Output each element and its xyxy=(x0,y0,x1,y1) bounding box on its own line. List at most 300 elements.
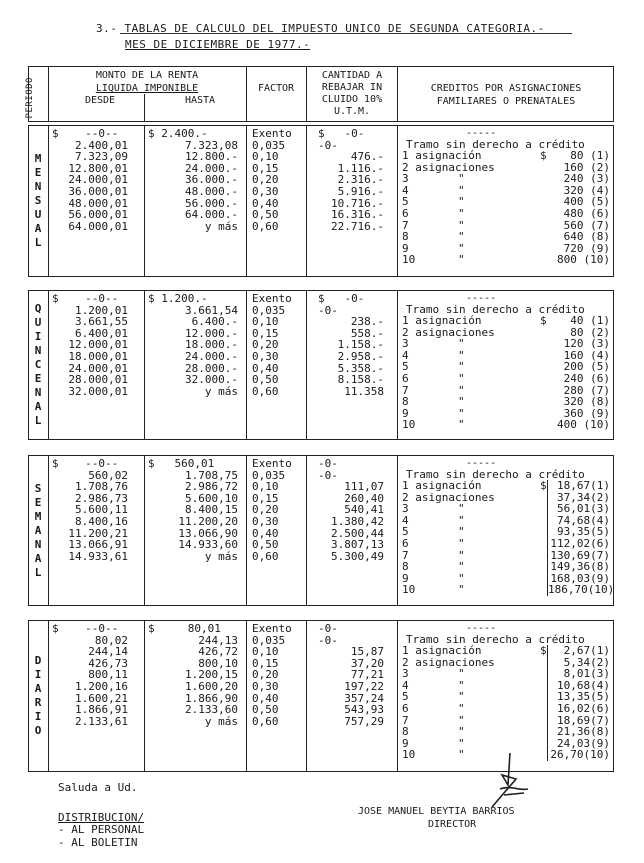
quincenal-rebajar-cell: 11.358 xyxy=(344,384,384,398)
quincenal-rebajar-cell: $ -0- xyxy=(318,292,365,305)
quincenal-desde-cell: 1.200,01 xyxy=(75,303,128,317)
quincenal-factor-cell: 0,10 xyxy=(252,315,279,329)
mensual-credit-ditto: " xyxy=(458,241,465,255)
mensual-period-letter: E xyxy=(34,166,42,179)
semanal-credit-values xyxy=(548,479,615,597)
quincenal-credit-dashes: ----- xyxy=(466,293,497,304)
diario-credit-label xyxy=(402,703,542,715)
semanal-rebajar-cell: -0- xyxy=(318,468,338,482)
diario-credit-label xyxy=(402,691,542,703)
title-underline xyxy=(120,33,572,34)
diario-factor-cell: 0,15 xyxy=(252,656,279,670)
mensual-desde-cell: 56.000,01 xyxy=(68,208,128,222)
diario-credit-dollar: $ xyxy=(540,644,547,657)
semanal-period-letter: M xyxy=(34,509,42,523)
semanal-credit-label-num: 10 xyxy=(402,583,416,597)
diario-credit-value: 26,70(10) xyxy=(550,748,610,762)
quincenal-credit-label xyxy=(402,361,542,373)
semanal-credit-dollar: $ xyxy=(540,479,547,492)
semanal-hasta-cell: 13.066,90 xyxy=(178,526,238,540)
quincenal-desde-cell: 3.661,55 xyxy=(75,315,128,329)
quincenal-desde-cell: 28.000,01 xyxy=(68,373,128,387)
diario-column-rule xyxy=(397,620,398,772)
quincenal-credit-value: 320 (8) xyxy=(563,395,610,409)
diario-column-rule xyxy=(48,620,49,772)
mensual-credit-value: 560 (7) xyxy=(563,218,610,232)
semanal-desde-column xyxy=(52,458,128,562)
quincenal-credit-label xyxy=(402,373,542,385)
mensual-factor-cell: 0,15 xyxy=(252,161,279,175)
quincenal-credit-value: 120 (3) xyxy=(563,337,610,351)
diario-credit-labels xyxy=(402,645,542,761)
mensual-credit-ditto: " xyxy=(458,195,465,209)
semanal-hasta-cell: 2.986,72 xyxy=(185,480,238,494)
semanal-rebajar-cell: 5.300,49 xyxy=(331,549,384,563)
quincenal-desde-cell: 12.000,01 xyxy=(68,338,128,352)
quincenal-period-letter: U xyxy=(34,316,42,329)
diario-credit-ditto: " xyxy=(458,713,465,727)
semanal-credit-label-num: 5 xyxy=(402,525,409,539)
quincenal-credit-ditto: " xyxy=(458,348,465,362)
quincenal-factor-cell: Exento xyxy=(252,292,292,305)
mensual-rebajar-cell: -0- xyxy=(318,138,338,152)
semanal-credit-ditto: " xyxy=(458,548,465,562)
semanal-credit-value: 112,02(6) xyxy=(550,536,610,550)
mensual-desde-cell: 64.000,01 xyxy=(68,219,128,233)
semanal-period-letter: A xyxy=(34,523,42,537)
cantidad-header-1: CANTIDAD A xyxy=(321,70,383,81)
diario-credit-dashes: ----- xyxy=(466,623,497,634)
semanal-desde-cell: 1.708,76 xyxy=(75,480,128,494)
diario-desde-cell: 80,02 xyxy=(94,633,128,647)
mensual-factor-cell: 0,10 xyxy=(252,150,279,164)
mensual-credit-label-num: 10 xyxy=(402,253,416,267)
semanal-period-letter: E xyxy=(34,495,42,509)
diario-factor-cell: 0,60 xyxy=(252,714,279,728)
semanal-credit-value: 56,01(3) xyxy=(557,502,610,516)
diario-rebajar-column xyxy=(310,623,384,727)
diario-credit-tramo: Tramo sin derecho a crédito xyxy=(406,633,585,646)
semanal-factor-cell: 0,30 xyxy=(252,514,279,528)
quincenal-desde-column xyxy=(52,293,128,397)
semanal-credit-label-num: 4 xyxy=(402,513,409,527)
quincenal-rebajar-cell: 5.358.- xyxy=(337,361,384,375)
diario-credit-label xyxy=(402,715,542,727)
quincenal-rebajar-column xyxy=(310,293,384,397)
semanal-column-rule xyxy=(306,455,307,606)
diario-factor-cell: 0,30 xyxy=(252,679,279,693)
diario-credit-label xyxy=(402,726,542,738)
mensual-credit-label-num: 7 xyxy=(402,218,409,232)
diario-hasta-cell: 1.866,90 xyxy=(185,691,238,705)
creditos-header-2: FAMILIARES O PRENATALES xyxy=(436,96,576,107)
diario-desde-cell: 800,11 xyxy=(88,668,128,682)
mensual-credit-label xyxy=(402,231,542,243)
mensual-rebajar-cell: 2.316.- xyxy=(337,173,384,187)
diario-credit-label xyxy=(402,668,542,680)
diario-hasta-cell: $ 80,01 xyxy=(148,622,221,635)
semanal-column-rule xyxy=(144,455,145,606)
semanal-credit-ditto: " xyxy=(458,513,465,527)
semanal-period-label xyxy=(28,482,48,580)
diario-factor-cell: 0,20 xyxy=(252,668,279,682)
diario-credit-value: 16,02(6) xyxy=(557,701,610,715)
diario-factor-column xyxy=(252,623,304,727)
diario-hasta-cell: 1.600,20 xyxy=(185,679,238,693)
semanal-credit-tramo: Tramo sin derecho a crédito xyxy=(406,468,585,481)
semanal-rebajar-cell: 2.500,44 xyxy=(331,526,384,540)
semanal-rebajar-cell: 540,41 xyxy=(344,503,384,517)
mensual-credit-dollar: $ xyxy=(540,149,547,162)
semanal-credit-ditto: " xyxy=(458,583,465,597)
diario-desde-cell: $ --0-- xyxy=(52,622,119,635)
document-subtitle: MES DE DICIEMBRE DE 1977.- xyxy=(125,38,311,51)
mensual-rebajar-cell: 10.716.- xyxy=(331,196,384,210)
quincenal-factor-cell: 0,20 xyxy=(252,338,279,352)
quincenal-desde-cell: $ --0-- xyxy=(52,292,119,305)
mensual-credit-label-num: 9 xyxy=(402,241,409,255)
semanal-period-letter: A xyxy=(34,551,42,565)
diario-period-letter: I xyxy=(34,710,42,723)
quincenal-desde-cell: 18.000,01 xyxy=(68,349,128,363)
quincenal-desde-cell: 32.000,01 xyxy=(68,384,128,398)
diario-desde-cell: 1.866,91 xyxy=(75,703,128,717)
quincenal-hasta-column xyxy=(148,293,242,397)
diario-desde-cell: 2.133,61 xyxy=(75,714,128,728)
quincenal-desde-cell: 6.400,01 xyxy=(75,326,128,340)
semanal-rebajar-cell: 111,07 xyxy=(344,480,384,494)
cantidad-header-4: U.T.M. xyxy=(333,106,371,117)
semanal-credit-ditto: " xyxy=(458,525,465,539)
mensual-factor-cell: 0,40 xyxy=(252,196,279,210)
mensual-desde-cell: 12.800,01 xyxy=(68,161,128,175)
diario-credit-label-num: 6 xyxy=(402,701,409,715)
diario-credit-ditto: " xyxy=(458,667,465,681)
distribucion-boletin: - AL BOLETIN xyxy=(58,836,138,849)
diario-credit-value: 2,67(1) xyxy=(563,644,610,657)
semanal-desde-cell: $ --0-- xyxy=(52,457,119,470)
diario-hasta-column xyxy=(148,623,242,727)
mensual-credit-ditto: " xyxy=(458,206,465,220)
diario-credit-label-num: 8 xyxy=(402,725,409,739)
distribucion-label: DISTRIBUCION/ xyxy=(58,811,145,824)
semanal-hasta-cell: $ 560,01 xyxy=(148,457,215,470)
quincenal-hasta-cell: 12.000.- xyxy=(185,326,238,340)
mensual-rebajar-cell: 1.116.- xyxy=(337,161,384,175)
semanal-column-rule xyxy=(246,455,247,606)
quincenal-credit-label-num: 7 xyxy=(402,383,409,397)
mensual-credit-value: 720 (9) xyxy=(563,241,610,255)
factor-header: FACTOR xyxy=(257,83,295,94)
mensual-column-rule xyxy=(144,125,145,277)
mensual-desde-cell: 48.000,01 xyxy=(68,196,128,210)
liquida-header: LIQUIDA IMPONIBLE xyxy=(95,83,199,94)
mensual-credit-label-num: 6 xyxy=(402,206,409,220)
semanal-credit-label xyxy=(402,515,542,527)
diario-hasta-cell: 426,72 xyxy=(198,645,238,659)
mensual-credit-label xyxy=(402,220,542,232)
diario-credit-ditto: " xyxy=(458,678,465,692)
semanal-credit-label xyxy=(402,584,542,596)
semanal-factor-cell: Exento xyxy=(252,457,292,470)
quincenal-credit-values xyxy=(548,315,610,431)
mensual-credit-ditto: " xyxy=(458,253,465,267)
semanal-hasta-cell: 8.400,15 xyxy=(185,503,238,517)
diario-period-letter: I xyxy=(34,668,42,681)
diario-credit-label xyxy=(402,680,542,692)
quincenal-credit-label-num: 9 xyxy=(402,406,409,420)
quincenal-credit-label xyxy=(402,338,542,350)
quincenal-column-rule xyxy=(306,290,307,440)
quincenal-credit-value: 360 (9) xyxy=(563,406,610,420)
mensual-credit-ditto: " xyxy=(458,183,465,197)
semanal-hasta-cell: y más xyxy=(204,549,238,563)
mensual-period-letter: A xyxy=(34,222,42,235)
quincenal-credit-value: 400 (10) xyxy=(557,418,610,432)
semanal-credit-label xyxy=(402,573,542,585)
semanal-credit-label-num: 8 xyxy=(402,560,409,574)
diario-credit-label-num: 1 asignación xyxy=(402,644,482,657)
quincenal-column-rule xyxy=(246,290,247,440)
semanal-credit-label-num: 3 xyxy=(402,502,409,516)
mensual-period-letter: S xyxy=(34,194,42,207)
semanal-rebajar-cell: -0- xyxy=(318,457,338,470)
mensual-period-letter: M xyxy=(34,152,42,165)
quincenal-rebajar-cell: 558.- xyxy=(350,326,384,340)
semanal-rebajar-cell: 3.807,13 xyxy=(331,538,384,552)
mensual-column-rule xyxy=(397,125,398,277)
mensual-rebajar-cell: 22.716.- xyxy=(331,219,384,233)
semanal-desde-cell: 8.400,16 xyxy=(75,514,128,528)
quincenal-credit-label xyxy=(402,385,542,397)
mensual-column-rule xyxy=(48,125,49,277)
diario-factor-cell: 0,035 xyxy=(252,633,286,647)
mensual-credit-label xyxy=(402,162,542,174)
diario-credit-ditto: " xyxy=(458,701,465,715)
mensual-desde-cell: 7.323,09 xyxy=(75,150,128,164)
quincenal-hasta-cell: 18.000.- xyxy=(185,338,238,352)
mensual-credit-label-num: 8 xyxy=(402,230,409,244)
diario-period-letter: R xyxy=(34,696,42,709)
mensual-credit-ditto: " xyxy=(458,172,465,186)
semanal-factor-cell: 0,10 xyxy=(252,480,279,494)
quincenal-column-rule xyxy=(48,290,49,440)
mensual-desde-cell: $ --0-- xyxy=(52,127,119,140)
mensual-factor-cell: 0,60 xyxy=(252,219,279,233)
mensual-rebajar-cell: 476.- xyxy=(350,150,384,164)
semanal-desde-cell: 2.986,73 xyxy=(75,491,128,505)
quincenal-factor-cell: 0,15 xyxy=(252,326,279,340)
semanal-factor-column xyxy=(252,458,304,562)
mensual-hasta-cell: $ 2.400.- xyxy=(148,127,208,140)
quincenal-rebajar-cell: 1.158.- xyxy=(337,338,384,352)
mensual-factor-cell: 0,20 xyxy=(252,173,279,187)
monto-header: MONTO DE LA RENTA xyxy=(95,70,199,81)
diario-credit-ditto: " xyxy=(458,748,465,762)
quincenal-period-letter: E xyxy=(34,372,42,385)
semanal-credit-ditto: " xyxy=(458,502,465,516)
semanal-credit-label-num: 7 xyxy=(402,548,409,562)
mensual-hasta-cell: 12.800.- xyxy=(185,150,238,164)
diario-credit-ditto: " xyxy=(458,690,465,704)
mensual-credit-value: 160 (2) xyxy=(563,160,610,174)
mensual-credit-label-num: 2 asignaciones xyxy=(402,160,495,174)
diario-hasta-cell: y más xyxy=(204,714,238,728)
mensual-credit-tramo: Tramo sin derecho a crédito xyxy=(406,138,585,151)
diario-credit-values xyxy=(548,645,610,761)
diario-rebajar-cell: 197,22 xyxy=(344,679,384,693)
quincenal-factor-cell: 0,40 xyxy=(252,361,279,375)
semanal-factor-cell: 0,40 xyxy=(252,526,279,540)
quincenal-factor-cell: 0,30 xyxy=(252,349,279,363)
semanal-credit-value: 186,70(10) xyxy=(548,583,615,597)
semanal-credit-labels xyxy=(402,480,542,596)
diario-credit-label-num: 9 xyxy=(402,736,409,750)
diario-column-rule xyxy=(306,620,307,772)
mensual-credit-label xyxy=(402,185,542,197)
mensual-period-label xyxy=(28,152,48,250)
diario-period-letter: A xyxy=(34,682,42,695)
diario-period-label xyxy=(28,654,48,738)
quincenal-credit-label-num: 8 xyxy=(402,395,409,409)
quincenal-hasta-cell: 24.000.- xyxy=(185,349,238,363)
quincenal-hasta-cell: $ 1.200.- xyxy=(148,292,208,305)
quincenal-credit-label-num: 4 xyxy=(402,348,409,362)
quincenal-credit-dollar: $ xyxy=(540,314,547,327)
diario-credit-label-num: 7 xyxy=(402,713,409,727)
quincenal-column-rule xyxy=(144,290,145,440)
quincenal-credit-label-num: 3 xyxy=(402,337,409,351)
semanal-hasta-cell: 14.933,60 xyxy=(178,538,238,552)
quincenal-hasta-cell: 3.661,54 xyxy=(185,303,238,317)
diario-rebajar-cell: 357,24 xyxy=(344,691,384,705)
mensual-desde-cell: 24.000,01 xyxy=(68,173,128,187)
mensual-credit-ditto: " xyxy=(458,218,465,232)
diario-period-letter: D xyxy=(34,654,42,667)
diario-hasta-cell: 800,10 xyxy=(198,656,238,670)
semanal-period-letter: L xyxy=(34,565,42,579)
diario-credit-label-num: 5 xyxy=(402,690,409,704)
semanal-hasta-column xyxy=(148,458,242,562)
quincenal-credit-labels xyxy=(402,315,542,431)
diario-column-rule xyxy=(246,620,247,772)
diario-credit-value: 8,01(3) xyxy=(563,667,610,681)
mensual-credit-label xyxy=(402,173,542,185)
mensual-column-rule xyxy=(306,125,307,277)
semanal-credit-value: 168,03(9) xyxy=(550,571,610,585)
quincenal-desde-cell: 24.000,01 xyxy=(68,361,128,375)
semanal-credit-label xyxy=(402,538,542,550)
semanal-credit-ditto: " xyxy=(458,560,465,574)
mensual-credit-label-num: 3 xyxy=(402,172,409,186)
semanal-desde-cell: 14.933,61 xyxy=(68,549,128,563)
mensual-desde-cell: 2.400,01 xyxy=(75,138,128,152)
mensual-desde-cell: 36.000,01 xyxy=(68,184,128,198)
mensual-credit-ditto: " xyxy=(458,230,465,244)
semanal-hasta-cell: 5.600,10 xyxy=(185,491,238,505)
semanal-factor-cell: 0,60 xyxy=(252,549,279,563)
quincenal-factor-cell: 0,60 xyxy=(252,384,279,398)
semanal-hasta-cell: 1.708,75 xyxy=(185,468,238,482)
semanal-desde-cell: 13.066,91 xyxy=(68,538,128,552)
semanal-factor-cell: 0,50 xyxy=(252,538,279,552)
diario-rebajar-cell: 37,20 xyxy=(350,656,384,670)
quincenal-period-letter: A xyxy=(34,400,42,413)
semanal-credit-ditto: " xyxy=(458,536,465,550)
quincenal-rebajar-cell: -0- xyxy=(318,303,338,317)
signature-mark xyxy=(480,745,540,815)
quincenal-rebajar-cell: 8.158.- xyxy=(337,373,384,387)
diario-rebajar-cell: -0- xyxy=(318,633,338,647)
mensual-hasta-cell: 7.323,08 xyxy=(185,138,238,152)
semanal-credit-label xyxy=(402,526,542,538)
hasta-header: HASTA xyxy=(184,95,216,106)
mensual-hasta-column xyxy=(148,128,242,232)
quincenal-period-letter: Q xyxy=(34,302,42,315)
diario-period-letter: O xyxy=(34,724,42,737)
quincenal-period-letter: C xyxy=(34,358,42,371)
semanal-credit-value: 130,69(7) xyxy=(550,548,610,562)
quincenal-credit-ditto: " xyxy=(458,337,465,351)
diario-hasta-cell: 1.200,15 xyxy=(185,668,238,682)
saluda-text: Saluda a Ud. xyxy=(58,781,138,794)
cantidad-header-3: CLUIDO 10% xyxy=(321,94,383,105)
diario-factor-cell: 0,10 xyxy=(252,645,279,659)
quincenal-hasta-cell: 32.000.- xyxy=(185,373,238,387)
semanal-credit-rule xyxy=(547,480,548,596)
diario-desde-column xyxy=(52,623,128,727)
quincenal-credit-label xyxy=(402,350,542,362)
quincenal-hasta-cell: y más xyxy=(204,384,238,398)
quincenal-factor-cell: 0,50 xyxy=(252,373,279,387)
quincenal-credit-label-num: 10 xyxy=(402,418,416,432)
quincenal-credit-label-num: 5 xyxy=(402,360,409,374)
quincenal-credit-ditto: " xyxy=(458,383,465,397)
diario-factor-cell: 0,50 xyxy=(252,703,279,717)
diario-credit-value: 5,34(2) xyxy=(563,655,610,669)
semanal-period-letter: N xyxy=(34,537,42,551)
document-title: 3.- TABLAS DE CALCULO DEL IMPUESTO UNICO DE SEGUNDA CATEGORIA.- xyxy=(96,22,545,35)
periodo-header-text: PERIODO xyxy=(24,77,35,119)
quincenal-hasta-cell: 28.000.- xyxy=(185,361,238,375)
mensual-credit-label-num: 4 xyxy=(402,183,409,197)
mensual-period-letter: L xyxy=(34,236,42,249)
mensual-hasta-cell: y más xyxy=(204,219,238,233)
quincenal-period-letter: N xyxy=(34,344,42,357)
diario-rebajar-cell: 543,93 xyxy=(344,703,384,717)
semanal-credit-label-num: 6 xyxy=(402,536,409,550)
quincenal-credit-ditto: " xyxy=(458,418,465,432)
diario-desde-cell: 426,73 xyxy=(88,656,128,670)
quincenal-column-rule xyxy=(397,290,398,440)
mensual-factor-cell: 0,035 xyxy=(252,138,286,152)
mensual-factor-column xyxy=(252,128,304,232)
quincenal-credit-ditto: " xyxy=(458,406,465,420)
mensual-hasta-cell: 64.000.- xyxy=(185,208,238,222)
quincenal-credit-label-num: 2 asignaciones xyxy=(402,325,495,339)
semanal-credit-label-num: 2 asignaciones xyxy=(402,490,495,504)
diario-factor-cell: Exento xyxy=(252,622,292,635)
quincenal-credit-value: 80 (2) xyxy=(570,325,610,339)
creditos-header-1: CREDITOS POR ASIGNACIONES xyxy=(430,83,582,94)
diario-desde-cell: 244,14 xyxy=(88,645,128,659)
diario-rebajar-cell: 757,29 xyxy=(344,714,384,728)
semanal-credit-label xyxy=(402,492,542,504)
diario-column-rule xyxy=(144,620,145,772)
semanal-credit-value: 149,36(8) xyxy=(550,560,610,574)
mensual-credit-label-num: 1 asignación xyxy=(402,149,482,162)
semanal-rebajar-cell: 260,40 xyxy=(344,491,384,505)
